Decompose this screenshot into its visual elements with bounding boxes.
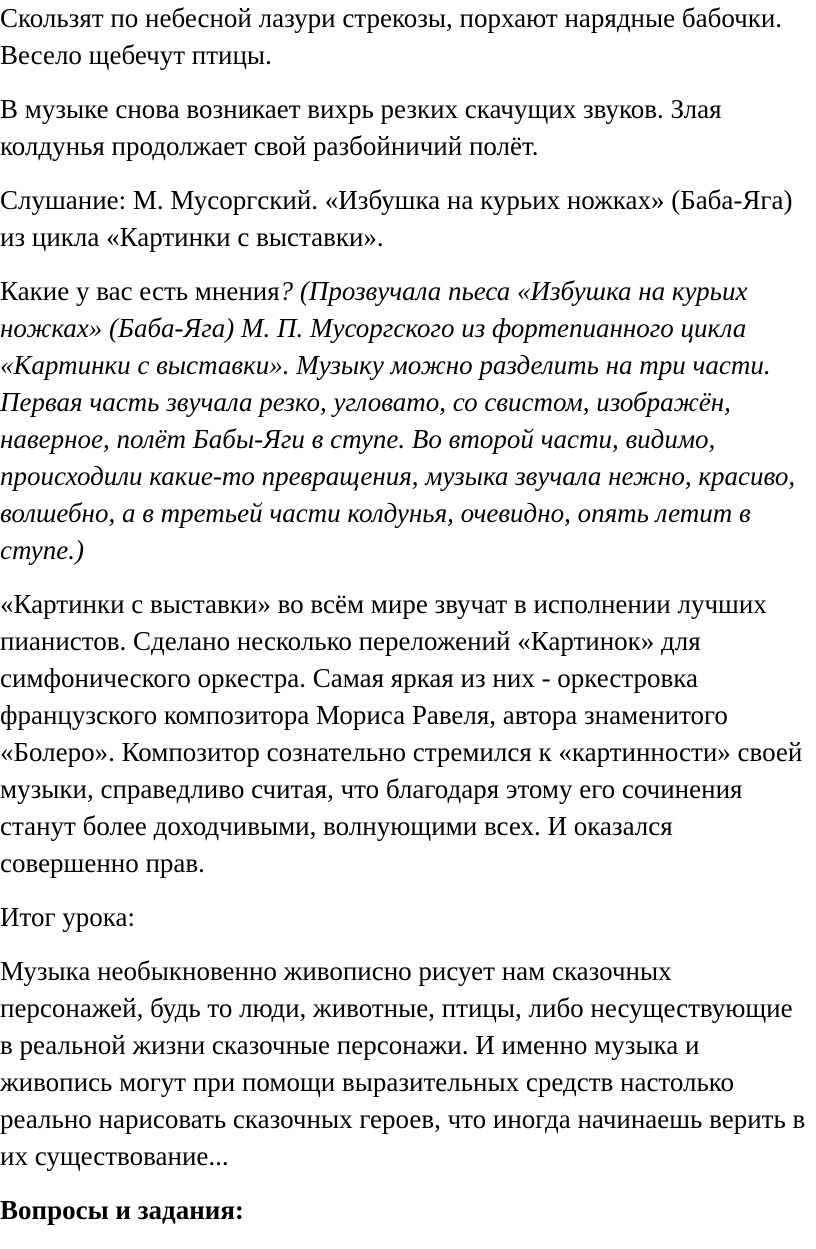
opinions-question: Какие у вас есть мнения xyxy=(0,276,280,306)
opinions-answer: ? (Прозвучала пьеса «Избушка на курьих ножках» (Баба-Яга) М. П. Мусоргского из фортепианного цикла «Картинки с выставки». Музыку можно разделить на три части. Первая часть звучала резко, угловато, со свистом, изображён, наверное, полёт Бабы-Яги в ступе. Во второй части, видимо, происходили какие-то превращения, музыка звучала нежно, красиво, волшебно, а в третьей части колдунья, очевидно, опять летит в ступе.) xyxy=(0,276,796,565)
paragraph-summary-label: Итог урока: xyxy=(0,902,135,932)
paragraph-listening: Слушание: М. Мусоргский. «Избушка на курьих ножках» (Баба-Яга) из цикла «Картинки с выставки». xyxy=(0,185,793,252)
paragraph-pictures: «Картинки с выставки» во всём мире звучат в исполнении лучших пианистов. Сделано несколько переложений «Картинок» для симфонического оркестра. Самая яркая из них - оркестровка французского композитора Мориса Равеля, автора знаменитого «Болеро». Композитор сознательно стремился к «картинности» своей музыки, справедливо считая, что благодаря этому его сочинения станут более доходчивыми, волнующими всех. И оказался совершенно прав. xyxy=(0,589,803,878)
paragraph-dragonflies: Скользят по небесной лазури стрекозы, порхают нарядные бабочки. Весело щебечут птицы. xyxy=(0,3,783,70)
paragraph-opinions xyxy=(0,273,812,569)
paragraph-summary: Музыка необыкновенно живописно рисует нам сказочных персонажей, будь то люди, животные, птицы, либо несуществующие в реальной жизни сказочные персонажи. И именно музыка и живопись могут при помощи выразительных средств настолько реально нарисовать сказочных героев, что иногда начинаешь верить в их существование... xyxy=(0,956,806,1171)
questions-heading: Вопросы и задания: xyxy=(0,1195,244,1225)
paragraph-whirlwind: В музыке снова возникает вихрь резких скачущих звуков. Злая колдунья продолжает свой разбойничий полёт. xyxy=(0,94,722,161)
